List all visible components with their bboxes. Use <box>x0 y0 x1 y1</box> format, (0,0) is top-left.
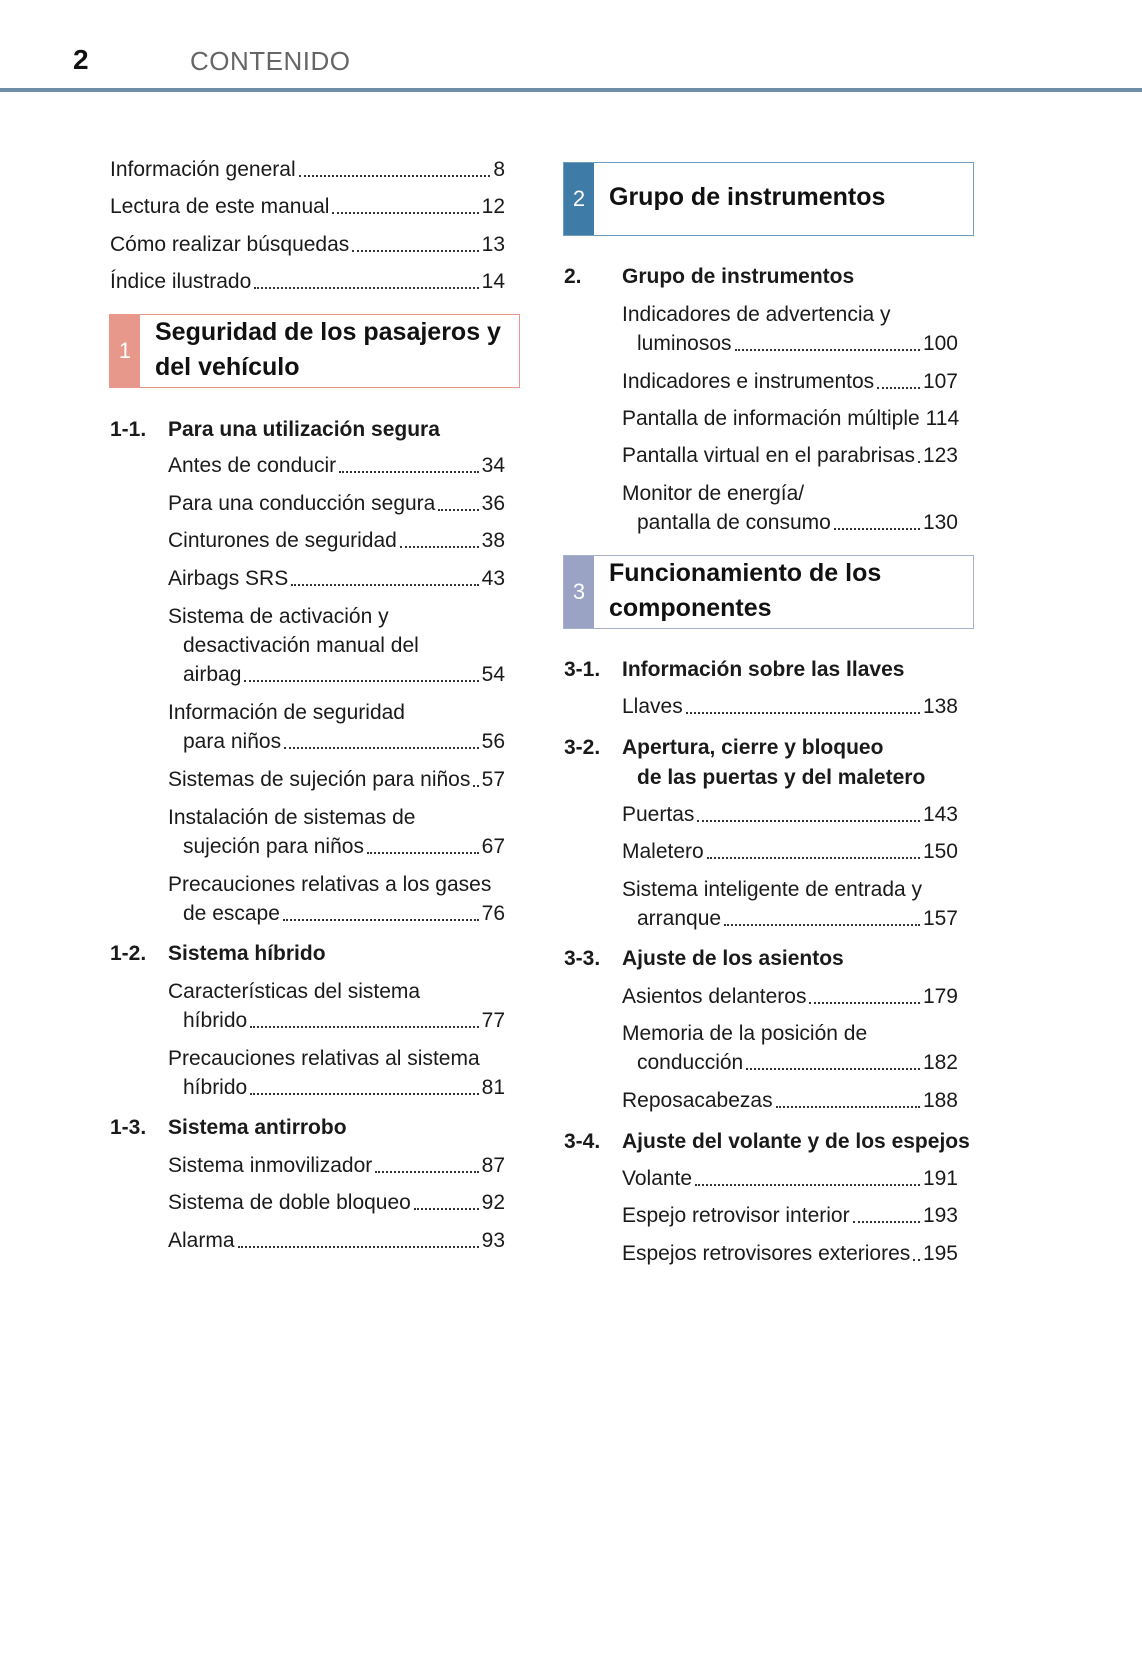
toc-entry[interactable] <box>110 268 505 296</box>
entry-label: Pantalla virtual en el parabrisas <box>622 444 915 467</box>
leader-dots <box>695 1184 920 1186</box>
entry-label-cont: híbrido <box>183 1009 248 1032</box>
entry-page: 13 <box>481 233 505 256</box>
group-title[interactable]: Sistema híbrido <box>168 942 326 965</box>
leader-dots <box>299 175 491 177</box>
toc-entry[interactable] <box>168 452 505 480</box>
entry-label-cont: sujeción para niños <box>183 835 364 858</box>
toc-entry[interactable] <box>622 1240 958 1268</box>
toc-entry[interactable] <box>637 1049 958 1077</box>
entry-page: 157 <box>922 907 958 930</box>
section-1-header[interactable] <box>109 314 520 388</box>
group-number: 1-1. <box>110 418 147 441</box>
entry-label[interactable]: Sistema de activación y <box>168 605 389 628</box>
entry-page: 193 <box>922 1204 958 1227</box>
entry-label: Volante <box>622 1167 693 1190</box>
toc-entry[interactable] <box>183 1074 505 1102</box>
entry-label[interactable]: Características del sistema <box>168 980 421 1003</box>
entry-page: 92 <box>481 1191 505 1214</box>
entry-page: 195 <box>922 1242 958 1265</box>
entry-page: 143 <box>922 803 958 826</box>
section-number-tab: 1 <box>110 315 140 387</box>
toc-entry[interactable] <box>183 661 505 689</box>
entry-page: 114 <box>925 407 960 430</box>
entry-label-cont: para niños <box>183 730 282 753</box>
entry-label: Índice ilustrado <box>110 270 252 293</box>
leader-dots <box>250 1026 478 1028</box>
group-title[interactable]: Ajuste de los asientos <box>622 947 844 970</box>
leader-dots <box>707 857 920 859</box>
leader-dots <box>686 712 920 714</box>
entry-page: 14 <box>481 270 505 293</box>
entry-page: 54 <box>481 663 505 686</box>
group-number: 3-3. <box>564 947 601 970</box>
entry-page: 138 <box>922 695 958 718</box>
leader-dots <box>877 387 920 389</box>
leader-dots <box>724 924 920 926</box>
leader-dots <box>238 1246 479 1248</box>
entry-label[interactable]: Precauciones relativas a los gases <box>168 873 492 896</box>
leader-dots <box>250 1093 478 1095</box>
entry-page: 57 <box>481 768 505 791</box>
leader-dots <box>332 212 478 214</box>
entry-page: 123 <box>922 444 958 467</box>
group-title-cont[interactable]: de las puertas y del maletero <box>637 766 926 789</box>
leader-dots <box>918 461 920 463</box>
entry-label: Sistema de doble bloqueo <box>168 1191 411 1214</box>
leader-dots <box>735 349 920 351</box>
section-title: componentes <box>609 594 772 622</box>
toc-entry[interactable] <box>622 1165 958 1193</box>
leader-dots <box>853 1221 920 1223</box>
toc-entry[interactable] <box>622 983 958 1011</box>
group-number: 1-2. <box>110 942 147 965</box>
entry-page: 188 <box>922 1089 958 1112</box>
group-number: 3-4. <box>564 1130 601 1153</box>
leader-dots <box>283 919 479 921</box>
entry-page: 93 <box>481 1229 505 1252</box>
entry-page: 81 <box>481 1076 505 1099</box>
entry-label-cont: arranque <box>637 907 722 930</box>
leader-dots <box>414 1208 479 1210</box>
leader-dots <box>400 546 479 548</box>
entry-label: Antes de conducir <box>168 454 337 477</box>
leader-dots <box>776 1106 920 1108</box>
entry-label: Alarma <box>168 1229 235 1252</box>
entry-label: Maletero <box>622 840 704 863</box>
toc-entry[interactable] <box>110 193 505 221</box>
entry-label-cont: híbrido <box>183 1076 248 1099</box>
entry-page: 77 <box>481 1009 505 1032</box>
toc-entry[interactable] <box>183 833 505 861</box>
toc-entry[interactable] <box>168 766 505 794</box>
entry-label: Cinturones de seguridad <box>168 529 397 552</box>
leader-dots <box>254 287 478 289</box>
toc-entry[interactable] <box>168 1189 505 1217</box>
toc-entry[interactable] <box>168 1227 505 1255</box>
entry-page: 67 <box>481 835 505 858</box>
entry-label: Lectura de este manual <box>110 195 330 218</box>
leader-dots <box>352 250 478 252</box>
entry-label[interactable]: Sistema inteligente de entrada y <box>622 878 923 901</box>
toc-entry[interactable] <box>622 442 958 470</box>
toc-entry[interactable] <box>622 1202 958 1230</box>
section-title: Funcionamiento de los <box>609 559 882 587</box>
entry-label: Llaves <box>622 695 683 718</box>
section-title: del vehículo <box>155 353 300 381</box>
entry-label: Sistemas de sujeción para niños <box>168 768 471 791</box>
toc-entry[interactable] <box>637 905 958 933</box>
entry-page: 34 <box>481 454 505 477</box>
entry-label: Espejo retrovisor interior <box>622 1204 850 1227</box>
toc-entry[interactable] <box>622 1087 958 1115</box>
toc-entry[interactable] <box>622 368 958 396</box>
leader-dots <box>284 747 479 749</box>
section-2-header[interactable] <box>563 162 974 236</box>
entry-label: Pantalla de información múltiple <box>622 407 920 430</box>
leader-dots <box>473 785 478 787</box>
entry-label[interactable]: Monitor de energía/ <box>622 482 805 505</box>
group-title[interactable]: Información sobre las llaves <box>622 658 905 681</box>
group-title[interactable]: Grupo de instrumentos <box>622 265 855 288</box>
entry-label-cont: airbag <box>183 663 242 686</box>
group-title[interactable]: Para una utilización segura <box>168 418 440 441</box>
entry-page: 43 <box>481 567 505 590</box>
section-title: Seguridad de los pasajeros y <box>155 318 501 346</box>
leader-dots <box>746 1068 920 1070</box>
leader-dots <box>244 680 478 682</box>
leader-dots <box>834 528 920 530</box>
group-number: 1-3. <box>110 1116 147 1139</box>
leader-dots <box>809 1002 920 1004</box>
entry-page: 36 <box>481 492 505 515</box>
entry-label-cont: de escape <box>183 902 280 925</box>
toc-entry[interactable] <box>168 527 505 555</box>
toc-entry[interactable] <box>183 728 505 756</box>
group-number: 3-2. <box>564 736 601 759</box>
entry-page: 12 <box>481 195 505 218</box>
entry-label: Información general <box>110 158 296 181</box>
entry-label: Puertas <box>622 803 695 826</box>
entry-label[interactable]: Instalación de sistemas de <box>168 806 416 829</box>
entry-label: Reposacabezas <box>622 1089 773 1112</box>
entry-page: 191 <box>922 1167 958 1190</box>
entry-label: Para una conducción segura <box>168 492 436 515</box>
leader-dots <box>438 509 478 511</box>
group-title[interactable]: Sistema antirrobo <box>168 1116 347 1139</box>
toc-entry[interactable] <box>637 330 958 358</box>
entry-page: 130 <box>922 511 958 534</box>
entry-label: Asientos delanteros <box>622 985 807 1008</box>
leader-dots <box>339 471 479 473</box>
toc-entry[interactable] <box>168 490 505 518</box>
group-number: 3-1. <box>564 658 601 681</box>
entry-page: 100 <box>922 332 958 355</box>
leader-dots <box>291 584 478 586</box>
entry-label: Sistema inmovilizador <box>168 1154 373 1177</box>
entry-label: Airbags SRS <box>168 567 289 590</box>
toc-entry[interactable] <box>168 1152 505 1180</box>
toc-entry[interactable] <box>168 565 505 593</box>
leader-dots <box>367 852 479 854</box>
entry-page: 56 <box>481 730 505 753</box>
entry-page: 87 <box>481 1154 505 1177</box>
toc-entry[interactable] <box>110 156 505 184</box>
toc-entry[interactable] <box>183 900 505 928</box>
section-3-header[interactable] <box>563 555 974 629</box>
entry-label[interactable]: Información de seguridad <box>168 701 405 724</box>
leader-dots <box>697 820 920 822</box>
header-rule <box>0 88 1142 92</box>
page-number: 2 <box>73 44 89 75</box>
entry-page: 150 <box>922 840 958 863</box>
section-number-tab: 2 <box>564 163 594 235</box>
section-title: Grupo de instrumentos <box>609 183 886 211</box>
entry-label-cont[interactable]: desactivación manual del <box>183 634 419 657</box>
leader-dots <box>375 1171 478 1173</box>
toc-entry[interactable] <box>622 693 958 721</box>
toc-entry[interactable] <box>622 801 958 829</box>
entry-label: Espejos retrovisores exteriores <box>622 1242 911 1265</box>
entry-label-cont: luminosos <box>637 332 732 355</box>
entry-page: 107 <box>922 370 958 393</box>
entry-page: 182 <box>922 1051 958 1074</box>
entry-label[interactable]: Memoria de la posición de <box>622 1022 868 1045</box>
section-number-tab: 3 <box>564 556 594 628</box>
group-number: 2. <box>564 265 582 288</box>
entry-label-cont: pantalla de consumo <box>637 511 831 534</box>
entry-page: 76 <box>481 902 505 925</box>
page-title: CONTENIDO <box>190 46 351 76</box>
toc-entry[interactable] <box>622 838 958 866</box>
entry-label[interactable]: Precauciones relativas al sistema <box>168 1047 480 1070</box>
entry-label: Cómo realizar búsquedas <box>110 233 350 256</box>
toc-entry[interactable] <box>110 231 505 259</box>
toc-entry[interactable] <box>622 405 958 433</box>
group-title[interactable]: Ajuste del volante y de los espejos <box>622 1130 970 1153</box>
entry-label[interactable]: Indicadores de advertencia y <box>622 303 891 326</box>
entry-label: Indicadores e instrumentos <box>622 370 875 393</box>
entry-page: 38 <box>481 529 505 552</box>
leader-dots <box>913 1259 920 1261</box>
toc-entry[interactable] <box>637 509 958 537</box>
entry-page: 179 <box>922 985 958 1008</box>
group-title[interactable]: Apertura, cierre y bloqueo <box>622 736 884 759</box>
entry-label-cont: conducción <box>637 1051 744 1074</box>
entry-page: 8 <box>493 158 505 181</box>
toc-entry[interactable] <box>183 1007 505 1035</box>
